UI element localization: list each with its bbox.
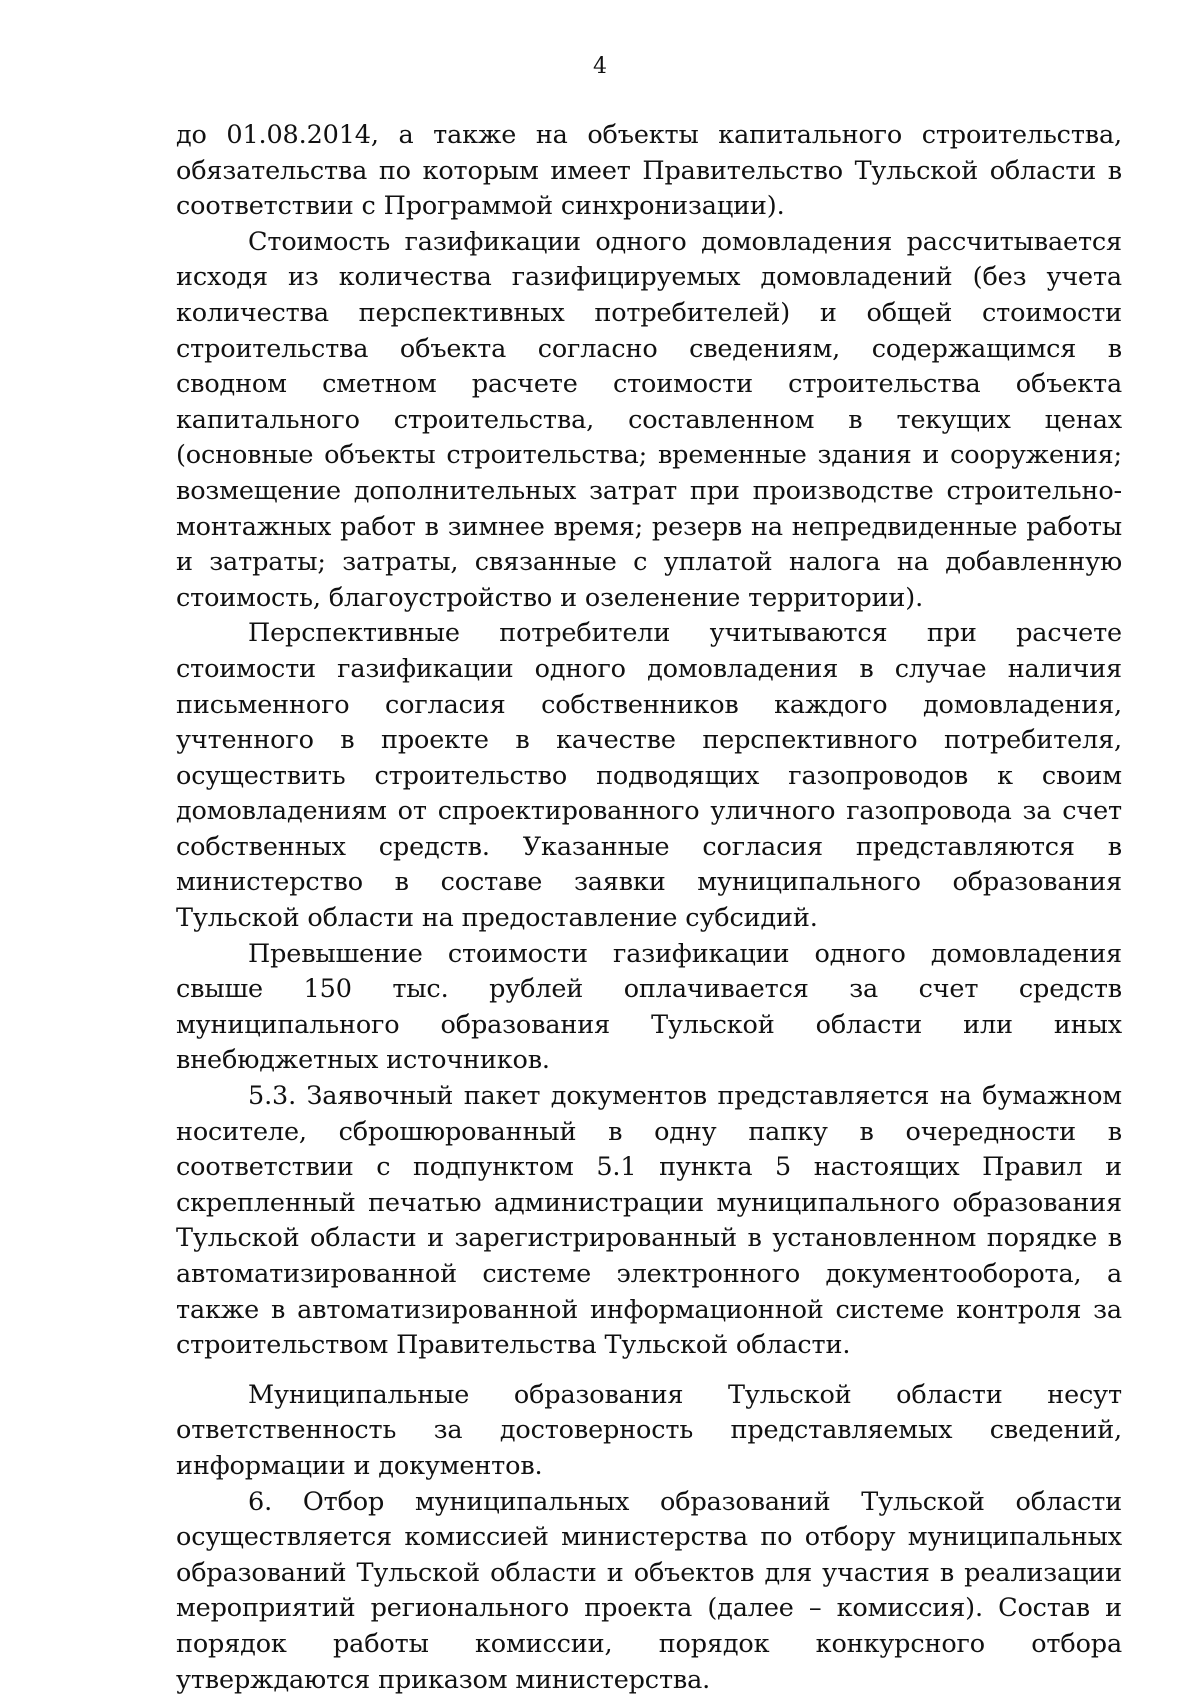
document-body bbox=[176, 118, 1122, 1698]
page-number: 4 bbox=[593, 54, 607, 79]
paragraph-cost-excess: Превышение стоимости газификации одного домовладения свыше 150 тыс. рублей оплачивается за счет средств муниципального образования Тульской области или иных внебюджетных источников. bbox=[176, 938, 1122, 1076]
paragraph-prospective-consumers: Перспективные потребители учитываются при расчете стоимости газификации одного домовладения в случае наличия письменного согласия собственников каждого домовладения, учтенного в проекте в качестве перспективного потребителя, осуществить строительство подводящих газопроводов к своим домовладениям от спроектированного уличного газопровода за счет собственных средств. Указанные согласия представляются в министерство в составе заявки муниципального образования Тульской области на предоставление субсидий. bbox=[176, 618, 1122, 934]
paragraph-responsibility: Муниципальные образования Тульской области несут ответственность за достоверность представляемых сведений, информации и документов. bbox=[176, 1379, 1122, 1481]
paragraph-application-package: 5.3. Заявочный пакет документов представляется на бумажном носителе, сброшюрованный в одну папку в очередности в соответствии с подпунктом 5.1 пункта 5 настоящих Правил и скрепленный печатью администрации муниципального образования Тульской области и зарегистрированный в установленном порядке в автоматизированной системе электронного документооборота, а также в автоматизированной информационной системе контроля за строительством Правительства Тульской области. bbox=[176, 1081, 1122, 1361]
paragraph-continuation: до 01.08.2014, а также на объекты капитального строительства, обязательства по которым имеет Правительство Тульской области в соответствии с Программой синхронизации). bbox=[176, 120, 1122, 222]
paragraph-gasification-cost: Стоимость газификации одного домовладения рассчитывается исходя из количества газифицируемых домовладений (без учета количества перспективных потребителей) и общей стоимости строительства объекта согласно сведениям, содержащимся в сводном сметном расчете стоимости строительства объекта капитального строительства, составленном в текущих ценах (основные объекты строительства; временные здания и сооружения; возмещение дополнительных затрат при производстве строительно-монтажных работ в зимнее время; резерв на непредвиденные работы и затраты; затраты, связанные с уплатой налога на добавленную стоимость, благоустройство и озеленение территории). bbox=[176, 226, 1122, 613]
paragraph-selection-commission: 6. Отбор муниципальных образований Тульской области осуществляется комиссией министерства по отбору муниципальных образований Тульской области и объектов для участия в реализации мероприятий регионального проекта (далее – комиссия). Состав и порядок работы комиссии, порядок конкурсного отбора утверждаются приказом министерства. bbox=[176, 1486, 1122, 1695]
